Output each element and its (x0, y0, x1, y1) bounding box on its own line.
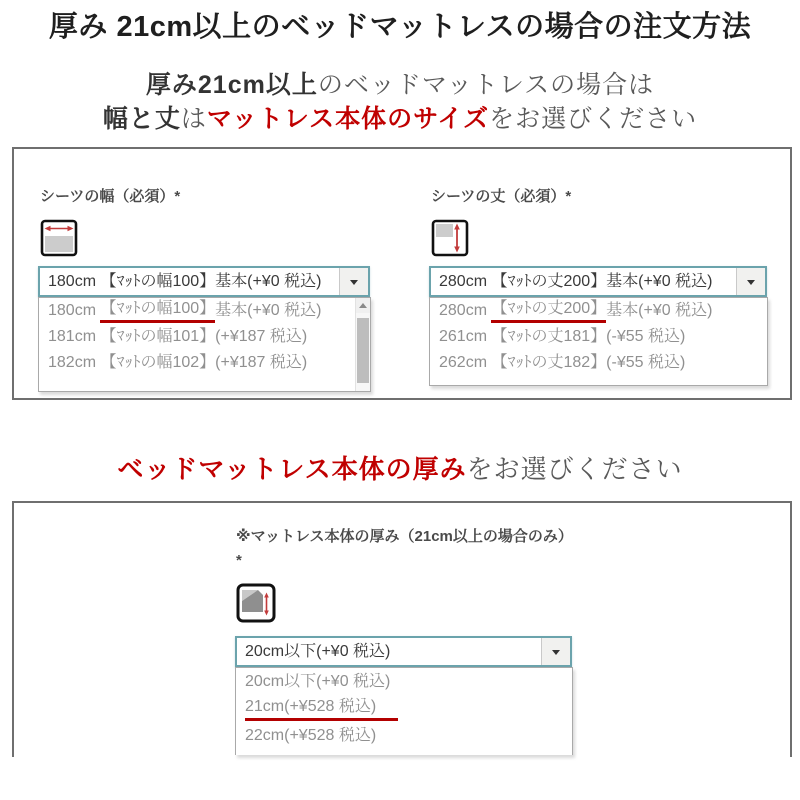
subtitle-line2 (0, 104, 800, 135)
red-underlined-text: 21cm(+¥528 税込) (245, 697, 398, 721)
red-underlined-text: 【ﾏｯﾄの幅100】 (100, 299, 215, 323)
subtitle-red-text: マットレス本体のサイズ (206, 105, 490, 133)
chevron-down-icon (552, 650, 560, 655)
sheet-length-select[interactable] (429, 266, 767, 297)
heading-plain-text: をお選びください (466, 454, 683, 484)
thickness-selected-value: 20cm以下(+¥0 税込) (245, 643, 391, 660)
thickness-section-heading (0, 451, 800, 487)
subtitle-bold-text: 厚み21cm以上 (145, 71, 318, 99)
heading-red-text: ベッドマットレス本体の厚み (117, 454, 467, 484)
scrollbar-thumb[interactable] (357, 318, 369, 383)
subtitle-plain-text: は (180, 105, 207, 133)
thickness-panel (12, 501, 792, 757)
sheet-length-label: シーツの丈（必須）* (431, 188, 572, 205)
option-length-262[interactable]: 262cm 【ﾏｯﾄの丈182】(-¥55 税込) (439, 354, 686, 371)
red-underlined-text: 【ﾏｯﾄの丈200】 (491, 299, 606, 323)
sheet-length-selected-value: 280cm 【ﾏｯﾄの丈200】基本(+¥0 税込) (439, 273, 713, 290)
subtitle-line1 (0, 70, 800, 101)
scroll-up-button[interactable] (356, 298, 370, 313)
sheet-width-select[interactable] (38, 266, 370, 297)
thickness-select[interactable] (235, 636, 572, 667)
subtitle-plain-text: のベッドマットレスの場合は (317, 71, 655, 99)
subtitle-bold-text: 幅と丈 (102, 105, 181, 133)
option-20cm-or-less[interactable]: 20cm以下(+¥0 税込) (245, 673, 391, 690)
dropdown-arrow-button[interactable] (541, 638, 570, 665)
list-scrollbar[interactable] (355, 298, 370, 391)
width-arrows-icon (40, 219, 78, 257)
option-width-182[interactable]: 182cm 【ﾏｯﾄの幅102】(+¥187 税込) (48, 354, 308, 371)
sheet-width-label: シーツの幅（必須）* (40, 188, 181, 205)
option-width-180[interactable]: 180cm 【ﾏｯﾄの幅100】基本(+¥0 税込) (39, 298, 370, 324)
page-title: 厚み 21cm以上のベッドマットレスの場合の注文方法 (48, 11, 752, 43)
option-22cm[interactable]: 22cm(+¥528 税込) (245, 727, 377, 744)
length-arrows-icon (431, 219, 469, 257)
option-length-280[interactable]: 280cm 【ﾏｯﾄの丈200】基本(+¥0 税込) (430, 298, 767, 324)
chevron-down-icon (747, 280, 755, 285)
thickness-options-list (235, 667, 573, 755)
chevron-down-icon (350, 280, 358, 285)
option-21cm[interactable] (236, 695, 572, 722)
thickness-field-label: ※マットレス本体の厚み（21cm以上の場合のみ）* (236, 528, 573, 569)
sheet-size-panel (12, 147, 792, 400)
sheet-length-options-list (429, 297, 768, 386)
mattress-thickness-icon (236, 583, 276, 623)
option-length-261[interactable]: 261cm 【ﾏｯﾄの丈181】(-¥55 税込) (439, 328, 686, 345)
dropdown-arrow-button[interactable] (736, 268, 765, 295)
sheet-width-selected-value: 180cm 【ﾏｯﾄの幅100】基本(+¥0 税込) (48, 273, 322, 290)
option-width-181[interactable]: 181cm 【ﾏｯﾄの幅101】(+¥187 税込) (48, 328, 308, 345)
subtitle-plain-text: をお選びください (489, 105, 698, 133)
dropdown-arrow-button[interactable] (339, 268, 368, 295)
sheet-width-options-list (38, 297, 371, 392)
